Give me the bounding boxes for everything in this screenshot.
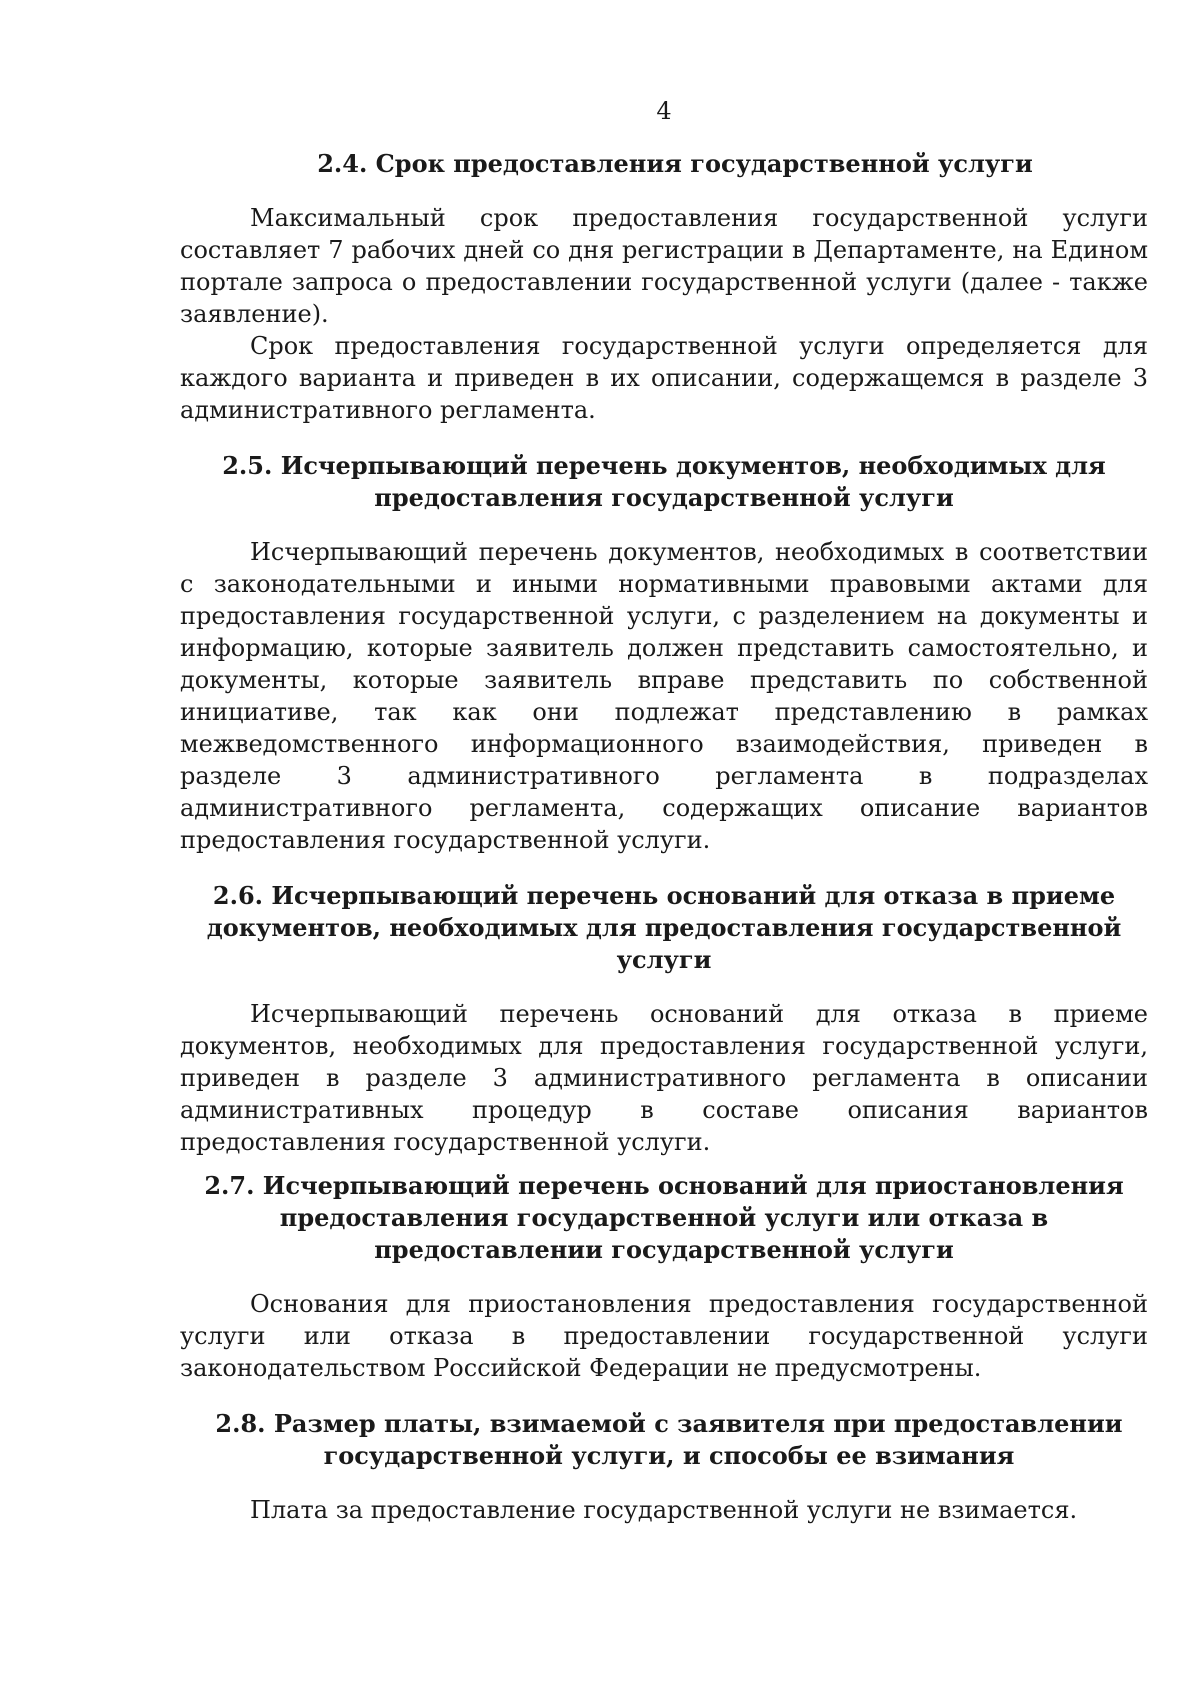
paragraph: Исчерпывающий перечень оснований для отказа в приеме документов, необходимых для предоставления государственной услуги, приведен в разделе 3 административного регламента в описании административных процедур в составе описания вариантов предоставления государственной услуги. xyxy=(180,1000,1148,1156)
page-number: 4 xyxy=(656,97,672,125)
section-2-8 xyxy=(180,1408,1148,1526)
paragraph: Срок предоставления государственной услуги определяется для каждого варианта и приведен в их описании, содержащемся в разделе 3 административного регламента. xyxy=(180,332,1148,424)
section-heading: 2.8. Размер платы, взимаемой с заявителя при предоставлении государственной услуги, и способы ее взимания xyxy=(215,1409,1123,1470)
section-2-5 xyxy=(180,450,1148,856)
section-2-7 xyxy=(180,1170,1148,1384)
page-content xyxy=(180,96,1148,1526)
paragraph: Максимальный срок предоставления государственной услуги составляет 7 рабочих дней со дня регистрации в Департаменте, на Едином портале запроса о предоставлении государственной услуги (далее - также заявление). xyxy=(180,204,1148,328)
paragraph: Основания для приостановления предоставления государственной услуги или отказа в предоставлении государственной услуги законодательством Российской Федерации не предусмотрены. xyxy=(180,1290,1148,1382)
section-2-4 xyxy=(180,148,1148,426)
section-heading: 2.5. Исчерпывающий перечень документов, необходимых для предоставления государственной услуги xyxy=(222,451,1106,512)
paragraph: Плата за предоставление государственной услуги не взимается. xyxy=(250,1496,1078,1524)
section-heading: 2.4. Срок предоставления государственной услуги xyxy=(317,149,1033,178)
section-heading: 2.7. Исчерпывающий перечень оснований для приостановления предоставления государственной услуги или отказа в предоставлении государственной услуги xyxy=(204,1171,1124,1264)
paragraph: Исчерпывающий перечень документов, необходимых в соответствии с законодательными и иными нормативными правовыми актами для предоставления государственной услуги, с разделением на документы и информацию, которые заявитель должен представить самостоятельно, и документы, которые заявитель вправе представить по собственной инициативе, так как они подлежат представлению в рамках межведомственного информационного взаимодействия, приведен в разделе 3 административного регламента в подразделах административного регламента, содержащих описание вариантов предоставления государственной услуги. xyxy=(180,538,1148,854)
section-2-6 xyxy=(180,880,1148,1158)
section-heading: 2.6. Исчерпывающий перечень оснований для отказа в приеме документов, необходимых для предоставления государственной услуги xyxy=(206,881,1122,974)
